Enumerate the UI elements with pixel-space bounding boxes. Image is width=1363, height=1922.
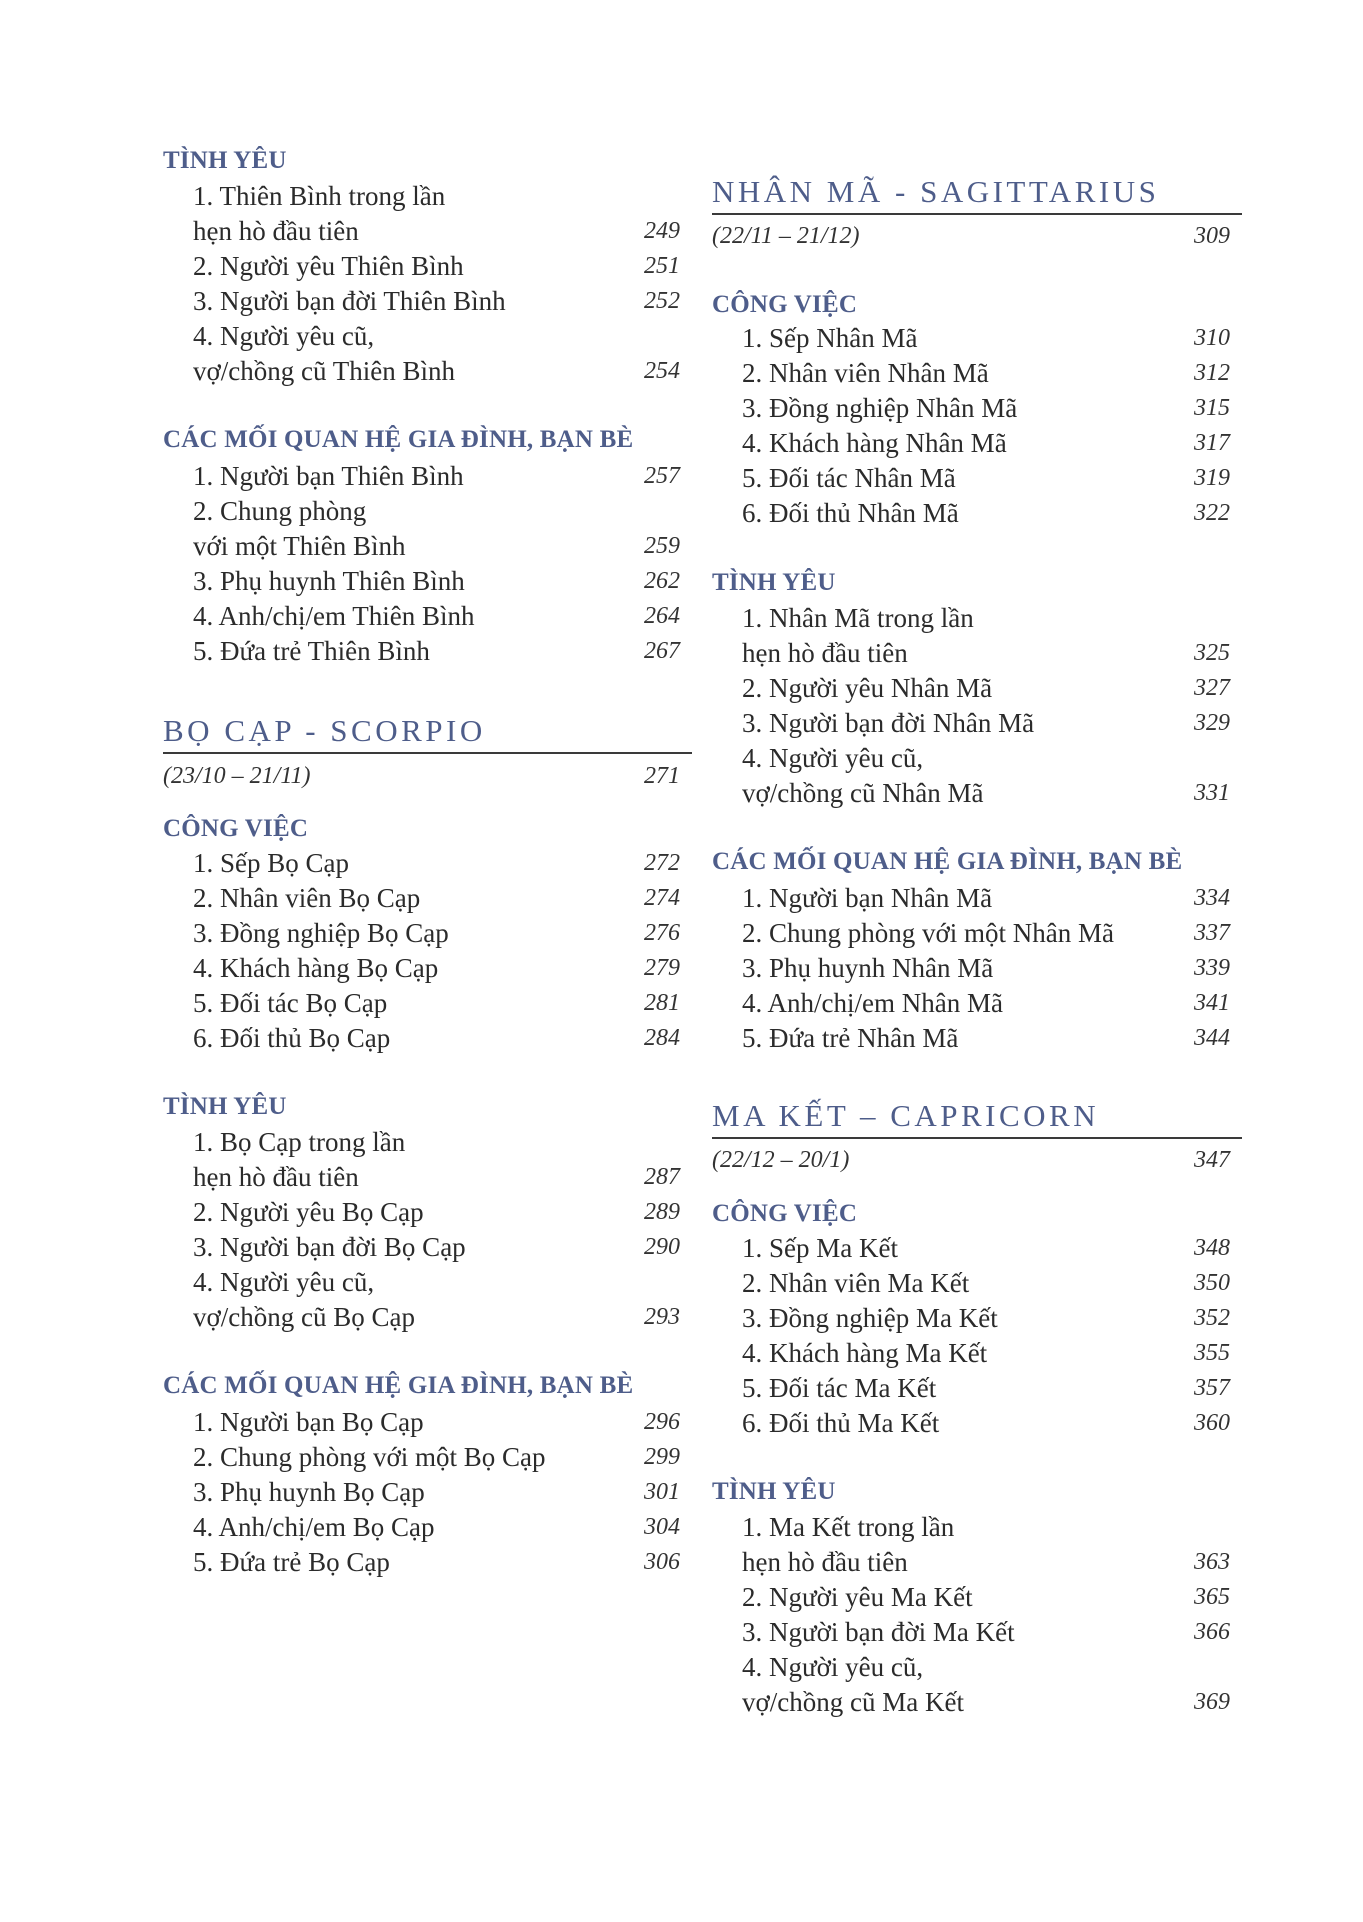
toc-entry[interactable]	[742, 358, 1230, 389]
entry-title: 1. Người bạn Bọ Cạp	[193, 1407, 424, 1437]
toc-entry[interactable]	[193, 531, 680, 562]
entry-title: 3. Phụ huynh Thiên Bình	[193, 566, 465, 596]
section-heading-work: CÔNG VIỆC	[163, 815, 309, 842]
toc-entry[interactable]	[193, 181, 680, 212]
page-number: 304	[644, 1514, 680, 1540]
entry-title: 3. Đồng nghiệp Ma Kết	[742, 1303, 998, 1333]
toc-entry[interactable]	[742, 1687, 1230, 1718]
entry-title: 3. Người bạn đời Nhân Mã	[742, 708, 1035, 738]
entry-title: hẹn hò đầu tiên	[193, 1162, 359, 1192]
entry-title: 1. Nhân Mã trong lần	[742, 603, 974, 633]
toc-entry[interactable]	[193, 1162, 680, 1193]
page-number: 366	[1194, 1619, 1230, 1645]
toc-entry[interactable]	[193, 988, 680, 1019]
toc-entry[interactable]	[193, 1267, 680, 1298]
toc-entry[interactable]	[193, 1512, 680, 1543]
page-number: 317	[1194, 430, 1230, 456]
page-number: 344	[1194, 1025, 1230, 1051]
toc-entry[interactable]	[193, 1302, 680, 1333]
page-number: 290	[644, 1234, 680, 1260]
page-number: 293	[644, 1304, 680, 1330]
toc-entry[interactable]	[193, 1023, 680, 1054]
page-number: 315	[1194, 395, 1230, 421]
zodiac-dates-row[interactable]	[163, 763, 692, 790]
entry-title: 2. Chung phòng	[193, 496, 367, 526]
entry-title: 4. Anh/chị/em Nhân Mã	[742, 988, 1003, 1018]
toc-entry[interactable]	[742, 638, 1230, 669]
toc-entry[interactable]	[193, 356, 680, 387]
toc-entry[interactable]	[742, 708, 1230, 739]
entry-title: 4. Người yêu cũ,	[193, 1267, 375, 1297]
entry-title: hẹn hò đầu tiên	[742, 638, 908, 668]
toc-entry[interactable]	[193, 1127, 680, 1158]
entry-title: 4. Anh/chị/em Thiên Bình	[193, 601, 475, 631]
toc-entry[interactable]	[193, 1407, 680, 1438]
section-heading-work: CÔNG VIỆC	[712, 291, 858, 318]
entry-title: 3. Phụ huynh Bọ Cạp	[193, 1477, 425, 1507]
entry-title: 1. Ma Kết trong lần	[742, 1512, 955, 1542]
toc-entry[interactable]	[193, 636, 680, 667]
zodiac-heading-scorpio: BỌ CẠP - SCORPIO	[163, 713, 486, 748]
entry-title: 4. Người yêu cũ,	[742, 743, 924, 773]
section-heading-family: CÁC MỐI QUAN HỆ GIA ĐÌNH, BẠN BÈ	[163, 1372, 634, 1399]
toc-entry[interactable]	[742, 1233, 1230, 1264]
entry-title: 6. Đối thủ Bọ Cạp	[193, 1023, 391, 1053]
page-number: 249	[644, 218, 680, 244]
page-number: 274	[644, 885, 680, 911]
page-number: 299	[644, 1444, 680, 1470]
entry-title: 2. Người yêu Nhân Mã	[742, 673, 993, 703]
page-number: 281	[644, 990, 680, 1016]
entry-title: 3. Đồng nghiệp Nhân Mã	[742, 393, 1018, 423]
page-number: 264	[644, 603, 680, 629]
toc-entry[interactable]	[742, 1303, 1230, 1334]
entry-title: 3. Phụ huynh Nhân Mã	[742, 953, 994, 983]
entry-title: 2. Người yêu Bọ Cạp	[193, 1197, 424, 1227]
section-heading-family: CÁC MỐI QUAN HỆ GIA ĐÌNH, BẠN BÈ	[712, 848, 1183, 875]
zodiac-heading-sagittarius: NHÂN MÃ - SAGITTARIUS	[712, 174, 1160, 209]
toc-entry[interactable]	[742, 743, 1230, 774]
page-number: 296	[644, 1409, 680, 1435]
toc-entry[interactable]	[742, 988, 1230, 1019]
entry-title: 2. Người yêu Ma Kết	[742, 1582, 973, 1612]
section-heading-love: TÌNH YÊU	[712, 569, 836, 596]
page-number: 327	[1194, 675, 1230, 701]
entry-title: 1. Thiên Bình trong lần	[193, 181, 446, 211]
toc-entry[interactable]	[193, 461, 680, 492]
page-number: 271	[644, 763, 680, 789]
entry-title: 5. Đứa trẻ Bọ Cạp	[193, 1547, 390, 1577]
toc-entry[interactable]	[742, 883, 1230, 914]
toc-entry[interactable]	[193, 216, 680, 247]
page-number: 348	[1194, 1235, 1230, 1261]
page-number: 334	[1194, 885, 1230, 911]
entry-title: 3. Người bạn đời Bọ Cạp	[193, 1232, 466, 1262]
entry-title: 2. Nhân viên Bọ Cạp	[193, 883, 421, 913]
entry-title: 3. Đồng nghiệp Bọ Cạp	[193, 918, 449, 948]
zodiac-dates-row[interactable]	[712, 1147, 1242, 1174]
page-number: 355	[1194, 1340, 1230, 1366]
entry-title: 3. Người bạn đời Ma Kết	[742, 1617, 1015, 1647]
page-number: 363	[1194, 1549, 1230, 1575]
page-number: 309	[1194, 223, 1230, 249]
page-number: 301	[644, 1479, 680, 1505]
entry-title: 2. Nhân viên Nhân Mã	[742, 358, 989, 388]
toc-entry[interactable]	[742, 1338, 1230, 1369]
page-number: 267	[644, 638, 680, 664]
entry-title: 6. Đối thủ Nhân Mã	[742, 498, 959, 528]
entry-title: 4. Khách hàng Bọ Cạp	[193, 953, 439, 983]
section-heading-family: CÁC MỐI QUAN HỆ GIA ĐÌNH, BẠN BÈ	[163, 426, 634, 453]
toc-entry[interactable]	[193, 566, 680, 597]
section-heading-love: TÌNH YÊU	[712, 1478, 836, 1505]
toc-entry[interactable]	[193, 1547, 680, 1578]
page-number: 360	[1194, 1410, 1230, 1436]
section-heading-love: TÌNH YÊU	[163, 1093, 287, 1120]
toc-entry[interactable]	[742, 603, 1230, 634]
page-number: 262	[644, 568, 680, 594]
page-number: 319	[1194, 465, 1230, 491]
toc-entry[interactable]	[193, 601, 680, 632]
entry-title: 5. Đứa trẻ Thiên Bình	[193, 636, 430, 666]
toc-entry[interactable]	[193, 1232, 680, 1263]
page-number: 306	[644, 1549, 680, 1575]
toc-entry[interactable]	[193, 848, 680, 879]
toc-entry[interactable]	[193, 1197, 680, 1228]
entry-title: 3. Người bạn đời Thiên Bình	[193, 286, 506, 316]
entry-title: 2. Chung phòng với một Nhân Mã	[742, 918, 1115, 948]
toc-entry[interactable]	[193, 918, 680, 949]
entry-title: 4. Người yêu cũ,	[193, 321, 375, 351]
heading-rule	[163, 752, 692, 754]
toc-entry[interactable]	[742, 673, 1230, 704]
entry-title: 5. Đối tác Nhân Mã	[742, 463, 956, 493]
toc-entry[interactable]	[742, 498, 1230, 529]
entry-title: 4. Người yêu cũ,	[742, 1652, 924, 1682]
entry-title: 1. Người bạn Thiên Bình	[193, 461, 464, 491]
toc-entry[interactable]	[193, 496, 680, 527]
entry-title: vợ/chồng cũ Thiên Bình	[193, 356, 455, 386]
page-number: 331	[1194, 780, 1230, 806]
entry-title: hẹn hò đầu tiên	[742, 1547, 908, 1577]
page-number: 284	[644, 1025, 680, 1051]
entry-title: vợ/chồng cũ Nhân Mã	[742, 778, 984, 808]
entry-title: 4. Anh/chị/em Bọ Cạp	[193, 1512, 435, 1542]
page-number: 312	[1194, 360, 1230, 386]
toc-entry[interactable]	[742, 1547, 1230, 1578]
page-number: 276	[644, 920, 680, 946]
page-number: 352	[1194, 1305, 1230, 1331]
toc-entry[interactable]	[742, 393, 1230, 424]
toc-entry[interactable]	[193, 1477, 680, 1508]
toc-entry[interactable]	[193, 883, 680, 914]
entry-title: với một Thiên Bình	[193, 531, 406, 561]
page-number: 252	[644, 288, 680, 314]
heading-rule	[712, 213, 1242, 215]
entry-title: 1. Bọ Cạp trong lần	[193, 1127, 406, 1157]
entry-title: 4. Khách hàng Ma Kết	[742, 1338, 988, 1368]
page-number: 347	[1194, 1147, 1230, 1173]
page-number: 350	[1194, 1270, 1230, 1296]
toc-entry[interactable]	[193, 1442, 680, 1473]
zodiac-dates: (22/11 – 21/12)	[712, 223, 860, 249]
entry-title: 6. Đối thủ Ma Kết	[742, 1408, 940, 1438]
entry-title: 2. Người yêu Thiên Bình	[193, 251, 464, 281]
page-number: 287	[644, 1164, 680, 1190]
page-number: 279	[644, 955, 680, 981]
entry-title: 5. Đối tác Ma Kết	[742, 1373, 937, 1403]
toc-entry[interactable]	[742, 1023, 1230, 1054]
page-number: 257	[644, 463, 680, 489]
zodiac-dates: (23/10 – 21/11)	[163, 763, 311, 789]
toc-entry[interactable]	[742, 1617, 1230, 1648]
heading-rule	[712, 1137, 1242, 1139]
zodiac-dates-row[interactable]	[712, 223, 1242, 250]
entry-title: 2. Nhân viên Ma Kết	[742, 1268, 970, 1298]
toc-entry[interactable]	[742, 1652, 1230, 1683]
page-number: 325	[1194, 640, 1230, 666]
entry-title: 2. Chung phòng với một Bọ Cạp	[193, 1442, 546, 1472]
entry-title: 1. Sếp Ma Kết	[742, 1233, 898, 1263]
toc-entry[interactable]	[742, 1512, 1230, 1543]
toc-entry[interactable]	[742, 1268, 1230, 1299]
toc-entry[interactable]	[742, 1582, 1230, 1613]
page-number: 329	[1194, 710, 1230, 736]
page-number: 254	[644, 358, 680, 384]
page-number: 341	[1194, 990, 1230, 1016]
page-number: 369	[1194, 1689, 1230, 1715]
page-number: 289	[644, 1199, 680, 1225]
page-number: 259	[644, 533, 680, 559]
page-number: 251	[644, 253, 680, 279]
zodiac-heading-capricorn: MA KẾT – CAPRICORN	[712, 1098, 1100, 1133]
entry-title: 5. Đối tác Bọ Cạp	[193, 988, 388, 1018]
section-heading-work: CÔNG VIỆC	[712, 1200, 858, 1227]
page-number: 357	[1194, 1375, 1230, 1401]
entry-title: 1. Sếp Bọ Cạp	[193, 848, 350, 878]
toc-entry[interactable]	[193, 251, 680, 282]
toc-entry[interactable]	[742, 1408, 1230, 1439]
entry-title: 4. Khách hàng Nhân Mã	[742, 428, 1007, 458]
toc-entry[interactable]	[742, 953, 1230, 984]
toc-entry[interactable]	[742, 463, 1230, 494]
toc-entry[interactable]	[742, 1373, 1230, 1404]
entry-title: hẹn hò đầu tiên	[193, 216, 359, 246]
entry-title: 1. Người bạn Nhân Mã	[742, 883, 993, 913]
toc-entry[interactable]	[193, 286, 680, 317]
toc-entry[interactable]	[742, 428, 1230, 459]
entry-title: vợ/chồng cũ Bọ Cạp	[193, 1302, 415, 1332]
entry-title: vợ/chồng cũ Ma Kết	[742, 1687, 964, 1717]
toc-entry[interactable]	[193, 953, 680, 984]
page-number: 322	[1194, 500, 1230, 526]
toc-entry[interactable]	[742, 323, 1230, 354]
toc-entry[interactable]	[193, 321, 680, 352]
page-number: 365	[1194, 1584, 1230, 1610]
zodiac-dates: (22/12 – 20/1)	[712, 1147, 850, 1173]
entry-title: 1. Sếp Nhân Mã	[742, 323, 918, 353]
page-number: 339	[1194, 955, 1230, 981]
toc-entry[interactable]	[742, 778, 1230, 809]
page-number: 337	[1194, 920, 1230, 946]
toc-entry[interactable]	[742, 918, 1230, 949]
page-number: 310	[1194, 325, 1230, 351]
entry-title: 5. Đứa trẻ Nhân Mã	[742, 1023, 959, 1053]
section-heading-love: TÌNH YÊU	[163, 147, 287, 174]
page-number: 272	[644, 850, 680, 876]
